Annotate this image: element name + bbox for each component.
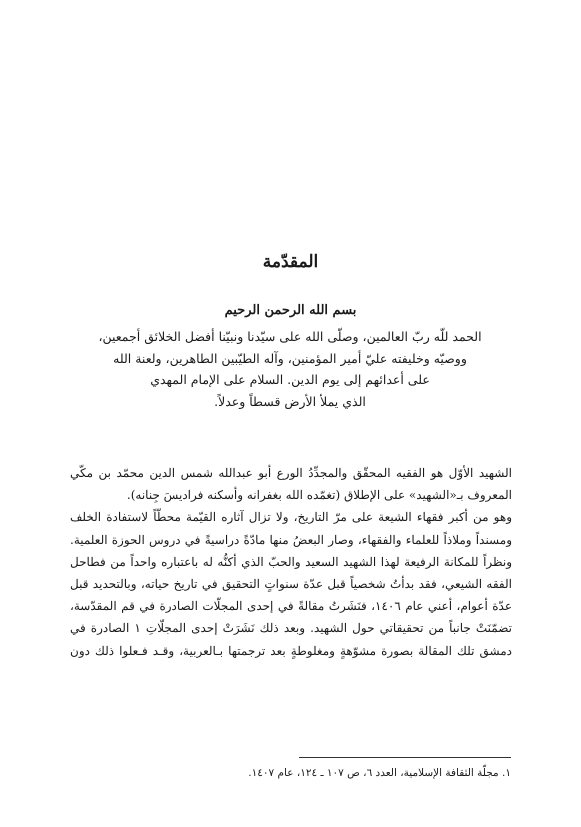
body-line: المعروف بـ«الشهيد» على الإطلاق (تغمّده الله بغفرانه وأسكنه فراديسَ جِنانه).	[126, 488, 512, 503]
body-line: ونظراً للمكانة الرفيعة لهذا الشهيد السعيد والحبّ الذي أكنُّه له باعتباره واحداً من فطاحل	[70, 554, 512, 569]
body-line: ومسنداً وملاذاً للعلماء والفقهاء، وصار البعضُ منها مادّةً دراسيةً في دروس الحوزة العلمية.	[70, 532, 512, 547]
body-line: الشهيد الأوّل هو الفقيه المحقّق والمجدِّدُ الورع أبو عبدالله شمس الدين محمّد بن مكّي	[70, 466, 512, 480]
footnote: ١. مجلّة الثقافة الإسلامية، العدد ٦، ص ١٠٧ ـ ١٢٤، عام ١٤٠٧.	[248, 767, 511, 779]
body-line: تضمّنَتْ جانباً من تحقيقاتي حول الشهيد. وبعد ذلك نَشَرَتْ إحدى المجلّاتِ ١ الصادرة في	[70, 621, 512, 636]
intro-paragraph	[90, 326, 490, 412]
intro-line: الحمد للّه ربّ العالمين، وصلّى الله على سيّدنا ونبيّنا أفضل الخلائق أجمعين،	[98, 329, 482, 344]
body-line: دمشق تلك المقالة بصورة مشوّهةٍ ومغلوطةٍ بعد ترجمتها بـالعربية، وقـد فـعلوا ذلك دون	[70, 643, 512, 658]
body-line: الفقه الشيعي، فقد بدأتُ شخصياً قبل عدّة سنواتٍ التحقيق في تاريخ حياته، وبالتحديد قبل	[70, 577, 512, 592]
body-line: وهو من أكبر فقهاء الشيعة على مرّ التاريخ، ولا تزال آثاره القيّمة محطّاً لاستفادة الخلف	[70, 510, 512, 525]
intro-line: على أعدائهم إلى يوم الدين. السلام على الإمام المهدي	[150, 372, 430, 387]
footnote-divider	[299, 757, 511, 758]
basmala-heading: بسم الله الرحمن الرحيم	[224, 303, 357, 318]
body-paragraphs	[70, 462, 512, 662]
page-title: المقدّمة	[262, 252, 319, 272]
body-line: عدّة أعوام، أعني عام ١٤٠٦، فنَشَرتُ مقالةً في إحدى المجلّات الصادرة في قم المقدّسة،	[70, 599, 512, 614]
intro-line: ووصيّه وخليفته عليّ أمير المؤمنين، وآله الطيّبين الطاهرين، ولعنة الله	[113, 350, 467, 366]
intro-line: الذي يملأ الأرض قسطاً وعدلاً.	[214, 393, 366, 409]
